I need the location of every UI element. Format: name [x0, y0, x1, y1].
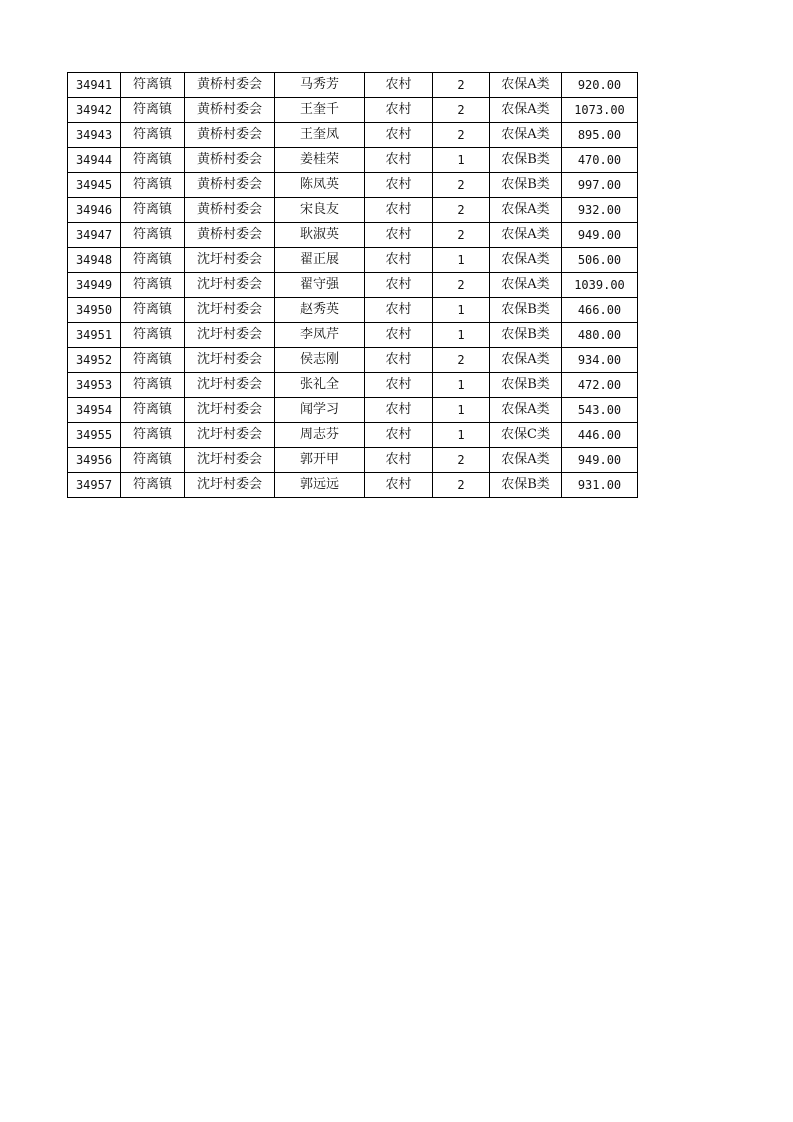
area-type-cell: 农村 [365, 348, 433, 373]
count-cell: 2 [433, 173, 490, 198]
name-cell: 王奎千 [275, 98, 365, 123]
amount-cell: 932.00 [562, 198, 638, 223]
category-cell: 农保A类 [490, 73, 562, 98]
category-cell: 农保B类 [490, 473, 562, 498]
id-cell: 34950 [68, 298, 121, 323]
area-type-cell: 农村 [365, 173, 433, 198]
count-cell: 1 [433, 398, 490, 423]
amount-cell: 506.00 [562, 248, 638, 273]
count-cell: 1 [433, 323, 490, 348]
name-cell: 郭远远 [275, 473, 365, 498]
id-cell: 34946 [68, 198, 121, 223]
town-cell: 符离镇 [121, 248, 185, 273]
amount-cell: 997.00 [562, 173, 638, 198]
area-type-cell: 农村 [365, 423, 433, 448]
id-cell: 34955 [68, 423, 121, 448]
count-cell: 2 [433, 73, 490, 98]
count-cell: 2 [433, 348, 490, 373]
name-cell: 陈凤英 [275, 173, 365, 198]
area-type-cell: 农村 [365, 123, 433, 148]
village-cell: 沈圩村委会 [185, 273, 275, 298]
id-cell: 34941 [68, 73, 121, 98]
town-cell: 符离镇 [121, 423, 185, 448]
id-cell: 34947 [68, 223, 121, 248]
name-cell: 周志芬 [275, 423, 365, 448]
count-cell: 2 [433, 123, 490, 148]
village-cell: 沈圩村委会 [185, 298, 275, 323]
name-cell: 耿淑英 [275, 223, 365, 248]
amount-cell: 480.00 [562, 323, 638, 348]
count-cell: 2 [433, 473, 490, 498]
table-row [68, 123, 638, 148]
table-row [68, 273, 638, 298]
table-row [68, 473, 638, 498]
area-type-cell: 农村 [365, 198, 433, 223]
count-cell: 1 [433, 248, 490, 273]
area-type-cell: 农村 [365, 98, 433, 123]
name-cell: 郭开甲 [275, 448, 365, 473]
category-cell: 农保A类 [490, 223, 562, 248]
area-type-cell: 农村 [365, 398, 433, 423]
amount-cell: 472.00 [562, 373, 638, 398]
id-cell: 34957 [68, 473, 121, 498]
village-cell: 黄桥村委会 [185, 173, 275, 198]
table-row [68, 373, 638, 398]
id-cell: 34945 [68, 173, 121, 198]
name-cell: 赵秀英 [275, 298, 365, 323]
amount-cell: 1073.00 [562, 98, 638, 123]
town-cell: 符离镇 [121, 323, 185, 348]
area-type-cell: 农村 [365, 373, 433, 398]
town-cell: 符离镇 [121, 448, 185, 473]
category-cell: 农保B类 [490, 173, 562, 198]
area-type-cell: 农村 [365, 73, 433, 98]
id-cell: 34949 [68, 273, 121, 298]
category-cell: 农保A类 [490, 448, 562, 473]
name-cell: 宋良友 [275, 198, 365, 223]
name-cell: 翟守强 [275, 273, 365, 298]
id-cell: 34942 [68, 98, 121, 123]
town-cell: 符离镇 [121, 298, 185, 323]
name-cell: 闻学习 [275, 398, 365, 423]
category-cell: 农保A类 [490, 248, 562, 273]
table-row [68, 98, 638, 123]
category-cell: 农保C类 [490, 423, 562, 448]
amount-cell: 931.00 [562, 473, 638, 498]
amount-cell: 1039.00 [562, 273, 638, 298]
amount-cell: 949.00 [562, 448, 638, 473]
area-type-cell: 农村 [365, 148, 433, 173]
table-row [68, 348, 638, 373]
town-cell: 符离镇 [121, 73, 185, 98]
area-type-cell: 农村 [365, 298, 433, 323]
town-cell: 符离镇 [121, 123, 185, 148]
count-cell: 2 [433, 448, 490, 473]
town-cell: 符离镇 [121, 348, 185, 373]
count-cell: 2 [433, 273, 490, 298]
id-cell: 34953 [68, 373, 121, 398]
category-cell: 农保A类 [490, 198, 562, 223]
category-cell: 农保B类 [490, 373, 562, 398]
table-row [68, 73, 638, 98]
village-cell: 沈圩村委会 [185, 423, 275, 448]
category-cell: 农保B类 [490, 323, 562, 348]
document-page [67, 72, 638, 498]
area-type-cell: 农村 [365, 223, 433, 248]
count-cell: 2 [433, 223, 490, 248]
village-cell: 黄桥村委会 [185, 223, 275, 248]
table-row [68, 323, 638, 348]
name-cell: 翟正展 [275, 248, 365, 273]
id-cell: 34943 [68, 123, 121, 148]
name-cell: 姜桂荣 [275, 148, 365, 173]
count-cell: 1 [433, 148, 490, 173]
amount-cell: 446.00 [562, 423, 638, 448]
table-row [68, 448, 638, 473]
category-cell: 农保A类 [490, 398, 562, 423]
town-cell: 符离镇 [121, 148, 185, 173]
category-cell: 农保A类 [490, 123, 562, 148]
id-cell: 34948 [68, 248, 121, 273]
town-cell: 符离镇 [121, 273, 185, 298]
table-row [68, 423, 638, 448]
name-cell: 李凤芹 [275, 323, 365, 348]
town-cell: 符离镇 [121, 223, 185, 248]
table-row [68, 198, 638, 223]
count-cell: 1 [433, 423, 490, 448]
name-cell: 王奎凤 [275, 123, 365, 148]
count-cell: 1 [433, 373, 490, 398]
town-cell: 符离镇 [121, 173, 185, 198]
village-cell: 沈圩村委会 [185, 448, 275, 473]
amount-cell: 934.00 [562, 348, 638, 373]
category-cell: 农保B类 [490, 298, 562, 323]
id-cell: 34956 [68, 448, 121, 473]
area-type-cell: 农村 [365, 273, 433, 298]
name-cell: 侯志刚 [275, 348, 365, 373]
count-cell: 2 [433, 98, 490, 123]
id-cell: 34952 [68, 348, 121, 373]
village-cell: 黄桥村委会 [185, 73, 275, 98]
table-row [68, 298, 638, 323]
village-cell: 黄桥村委会 [185, 98, 275, 123]
amount-cell: 543.00 [562, 398, 638, 423]
town-cell: 符离镇 [121, 98, 185, 123]
records-table [67, 72, 638, 498]
name-cell: 马秀芳 [275, 73, 365, 98]
village-cell: 沈圩村委会 [185, 373, 275, 398]
table-row [68, 398, 638, 423]
amount-cell: 470.00 [562, 148, 638, 173]
area-type-cell: 农村 [365, 448, 433, 473]
table-row [68, 223, 638, 248]
id-cell: 34954 [68, 398, 121, 423]
village-cell: 黄桥村委会 [185, 148, 275, 173]
table-row [68, 173, 638, 198]
table-body [68, 73, 638, 498]
amount-cell: 949.00 [562, 223, 638, 248]
area-type-cell: 农村 [365, 323, 433, 348]
area-type-cell: 农村 [365, 473, 433, 498]
category-cell: 农保B类 [490, 148, 562, 173]
village-cell: 沈圩村委会 [185, 398, 275, 423]
category-cell: 农保A类 [490, 348, 562, 373]
id-cell: 34951 [68, 323, 121, 348]
village-cell: 沈圩村委会 [185, 323, 275, 348]
count-cell: 2 [433, 198, 490, 223]
town-cell: 符离镇 [121, 473, 185, 498]
category-cell: 农保A类 [490, 273, 562, 298]
amount-cell: 920.00 [562, 73, 638, 98]
town-cell: 符离镇 [121, 373, 185, 398]
village-cell: 黄桥村委会 [185, 123, 275, 148]
count-cell: 1 [433, 298, 490, 323]
town-cell: 符离镇 [121, 198, 185, 223]
village-cell: 沈圩村委会 [185, 348, 275, 373]
id-cell: 34944 [68, 148, 121, 173]
amount-cell: 895.00 [562, 123, 638, 148]
village-cell: 黄桥村委会 [185, 198, 275, 223]
table-row [68, 248, 638, 273]
name-cell: 张礼全 [275, 373, 365, 398]
amount-cell: 466.00 [562, 298, 638, 323]
area-type-cell: 农村 [365, 248, 433, 273]
table-row [68, 148, 638, 173]
village-cell: 沈圩村委会 [185, 473, 275, 498]
town-cell: 符离镇 [121, 398, 185, 423]
category-cell: 农保A类 [490, 98, 562, 123]
village-cell: 沈圩村委会 [185, 248, 275, 273]
